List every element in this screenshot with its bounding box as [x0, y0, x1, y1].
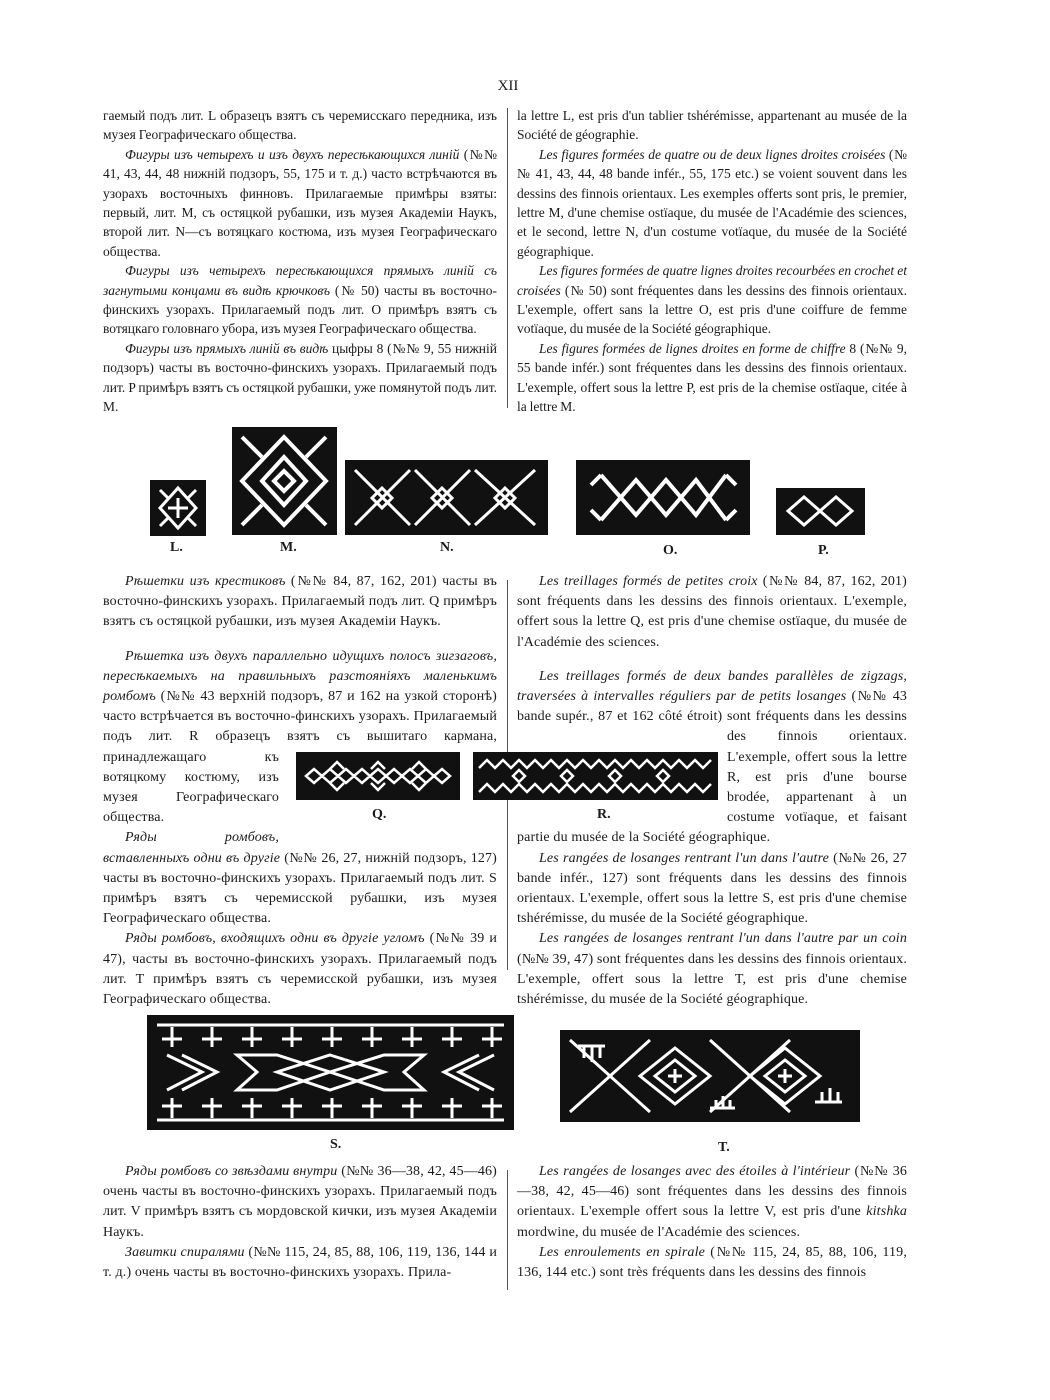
italic-heading-text: Les treillages formés de petites croix: [539, 574, 758, 589]
pattern-figure-o: [576, 460, 750, 535]
pattern-figure-r: [473, 752, 718, 800]
italic-heading-text: Фигуры изъ прямыхъ линій въ видѣ: [125, 340, 329, 356]
column-divider: [507, 108, 508, 408]
figure-label-r: R.: [597, 807, 611, 822]
paragraph: [517, 145, 907, 261]
french-text-column: [517, 106, 907, 417]
column-divider: [507, 1170, 508, 1290]
pattern-figure-n: [345, 460, 548, 535]
body-text: (№№ 39 и 47), часты въ восточно-финскихъ узорахъ. Прилагаемый подъ лит. T примѣръ взятъ съ черемисской рубашки, изъ музея Географическаго общества.: [103, 931, 497, 1008]
italic-heading-text: Les rangées de losanges rentrant l'un dans l'autre: [539, 850, 830, 866]
pattern-figure-s: [147, 1015, 514, 1130]
italic-heading-text: kitshka: [866, 1204, 907, 1220]
italic-heading-text: Les figures formées de quatre ou de deux lignes droites croisées: [539, 146, 886, 162]
body-text: (№№ 41, 43, 44, 48 bande infér., 55, 175 etc.) se voient souvent dans les dessins des finnois orientaux. Les exemples offerts sont pris, le premier, lettre M, d'une chemise ostïaque, du musée de l'Académie des sciences, et le second, lettre N, d'un costume votïaque, du musée de la Société géographique.: [517, 146, 907, 259]
paragraph: [103, 572, 497, 633]
body-text: (№№ 43 bande supér., 87 et 162 côté étroit) sont fréquents dans les dessins des finnois orientaux. L'exemple, offert sous la lettre R, est pris d'une bourse brodée, appartenant à un costume votïaque, et faisant partie du musée de la Société géographique.: [517, 689, 907, 846]
pattern-figure-p: [776, 488, 865, 535]
italic-heading-text: Les rangées de losanges rentrant l'un dans l'autre par un coin: [539, 931, 907, 947]
paragraph: [517, 849, 907, 930]
russian-text-column: [103, 106, 497, 417]
paragraph: [103, 1243, 497, 1283]
pattern-figure-l: [150, 480, 206, 536]
italic-heading-text: Les figures formées de quatre lignes droites recourbées en crochet et croisées: [517, 263, 907, 298]
body-text: (№№ 36—38, 42, 45—46) очень часты въ восточно-финскихъ узорахъ. Прилагаемый подъ лит. V примѣръ взятъ съ мордовской кички, изъ музея Академіи Наукъ.: [103, 1164, 497, 1240]
body-text: (№№ 26, 27 bande infér., 127) sont fréquents dans les dessins des finnois orientaux. L'exemple, offert sous la lettre S, est pris d'une chemise tshérémisse, du musée de la Société géographique.: [517, 850, 907, 927]
figure-label-m: M.: [280, 540, 297, 555]
pattern-figure-m: [232, 427, 337, 535]
body-text: mordwine, du musée de l'Académie des sciences.: [517, 1224, 801, 1240]
italic-heading-text: Ряды ромбовъ, входящихъ одни въ другіе угломъ: [125, 931, 425, 947]
figure-label-s: S.: [330, 1137, 342, 1152]
body-text: (№№ 43 верхній подзоръ, 87 и 162 на узкой сторонѣ) часто встрѣчается въ восточно-финскихъ узорахъ. Прилагаемый подъ лит. R образецъ взятъ съ вышитаго кармана, принадлежащаго къ вотяцкому костюму, изъ музея Географическаго общества.: [103, 689, 497, 826]
paragraph: [517, 929, 907, 1010]
page-number: XII: [497, 78, 519, 94]
paragraph: [517, 572, 907, 653]
french-text-column: [517, 1162, 907, 1283]
paragraph: [517, 1243, 907, 1283]
italic-heading-text: Завитки спиралями: [125, 1244, 245, 1260]
body-text: (№№ 36—38, 42, 45—46) sont fréquentes dans les dessins des finnois orientaux. L'exemple offert sous la lettre V, est pris d'une: [517, 1164, 907, 1220]
italic-heading-text: Рѣшетки изъ крестиковъ: [125, 574, 286, 589]
italic-heading-text: Фигуры изъ четырехъ пересѣкающихся прямыхъ линій съ загнутыми концами въ видѣ крючковъ: [103, 263, 497, 298]
paragraph: [103, 929, 497, 1010]
figure-label-t: T.: [718, 1140, 730, 1155]
figure-label-q: Q.: [372, 807, 387, 822]
body-text: цыфры 8 (№№ 9, 55 нижній подзоръ) часты въ восточно-финскихъ узорахъ. Прилагаемый подъ лит. P примѣръ взятъ съ остяцкой рубашки, уже помянутой подъ лит. M.: [103, 340, 497, 415]
paragraph: [103, 828, 497, 929]
figure-label-l: L.: [170, 540, 183, 555]
italic-heading-text: Рѣшетка изъ двухъ параллельно идущихъ полосъ зигзаговъ, пересѣкаемыхъ на правильныхъ разстояніяхъ маленькимъ ромбомъ: [103, 648, 497, 705]
paragraph: [103, 145, 497, 261]
paragraph: [517, 339, 907, 417]
body-text: (№№ 115, 24, 85, 88, 106, 119, 136, 144 etc.) sont très fréquents dans les dessins des finnois: [517, 1244, 907, 1281]
russian-text-column: [103, 1162, 497, 1283]
paragraph: [103, 261, 497, 339]
paragraph: [517, 1162, 907, 1243]
italic-heading-text: Les rangées de losanges avec des étoiles à l'intérieur: [539, 1164, 851, 1179]
paragraph: [103, 106, 497, 145]
paragraph: [517, 106, 907, 145]
italic-heading-text: Les enroulements en spirale: [539, 1244, 705, 1260]
italic-heading-text: Les figures formées de lignes droites en forme de chiffre: [539, 340, 846, 356]
pattern-figure-t: [560, 1030, 860, 1122]
italic-heading-text: Фигуры изъ четырехъ и изъ двухъ пересѣкающихся линій: [125, 146, 460, 162]
body-text: (№ 50) часты въ восточно-финскихъ узорахъ. Прилагаемый подъ лит. O примѣръ взятъ съ вотяцкаго головнаго убора, изъ музея Географическаго общества.: [103, 282, 497, 337]
figure-label-o: O.: [663, 543, 678, 558]
body-text: (№№ 115, 24, 85, 88, 106, 119, 136, 144 и т. д.) очень часты въ восточно-финскихъ узорахъ. Прила-: [103, 1244, 497, 1281]
paragraph: [103, 1162, 497, 1243]
italic-heading-text: Ряды ромбовъ со звѣздами внутри: [125, 1164, 338, 1179]
body-text: гаемый подъ лит. L образецъ взятъ съ черемисскаго передника, изъ музея Географическаго общества.: [103, 108, 497, 143]
paragraph: [517, 261, 907, 339]
pattern-figure-q: [296, 752, 460, 800]
italic-heading-text: Les treillages formés de deux bandes parallèles de zigzags, traversées à intervalles réguliers par de petits losanges: [517, 668, 907, 705]
paragraph: [103, 339, 497, 417]
body-text: (№ 50) sont fréquentes dans les dessins des finnois orientaux. L'exemple, offert sans la lettre O, est pris d'une coiffure de femme votïaque, du musée de la Société géographique.: [517, 282, 907, 337]
body-text: (№№ 26, 27, нижній подзоръ, 127) часты въ восточно-финскихъ узорахъ. Прилагаемый подъ лит. S примѣръ взятъ съ черемисской рубашки, изъ музея Географическаго общества.: [103, 850, 497, 927]
figure-label-n: N.: [440, 540, 454, 555]
body-text: (№№ 84, 87, 162, 201) часты въ восточно-финскихъ узорахъ. Прилагаемый подъ лит. Q примѣръ взятъ съ остяцкой рубашки, изъ музея Академіи Наукъ.: [103, 574, 497, 630]
body-text: (№№ 84, 87, 162, 201) sont fréquents dans les dessins des finnois orientaux. L'exemple, offert sous la lettre Q, est pris d'une chemise ostïaque, du musée de l'Académie des sciences.: [517, 574, 907, 650]
italic-heading-text: Ряды ромбовъ, вставленныхъ одни въ другіе: [103, 830, 281, 866]
body-text: la lettre L, est pris d'un tablier tshérémisse, appartenant au musée de la Société de géographie.: [517, 108, 907, 143]
body-text: (№№ 39, 47) sont fréquentes dans les dessins des finnois orientaux. L'exemple, offert sous la lettre T, est pris d'une chemise tshérémisse, du musée de la Société géographique.: [517, 951, 907, 1008]
body-text: 8 (№№ 9, 55 bande infér.) sont fréquentes dans les dessins des finnois orientaux. L'exemple, offert sous la lettre P, est pris de la chemise ostïaque, citée à la lettre M.: [517, 340, 907, 415]
body-text: (№№ 41, 43, 44, 48 нижній подзоръ, 55, 175 и т. д.) часто встрѣчаются въ узорахъ восточныхъ финновъ. Прилагаемые примѣры взяты: первый, лит. M, съ остяцкой рубашки, изъ музея Академіи Наукъ, второй лит. N—съ вотяцкаго костюма, изъ музея Географическаго общества.: [103, 146, 497, 259]
figure-label-p: P.: [818, 543, 829, 558]
